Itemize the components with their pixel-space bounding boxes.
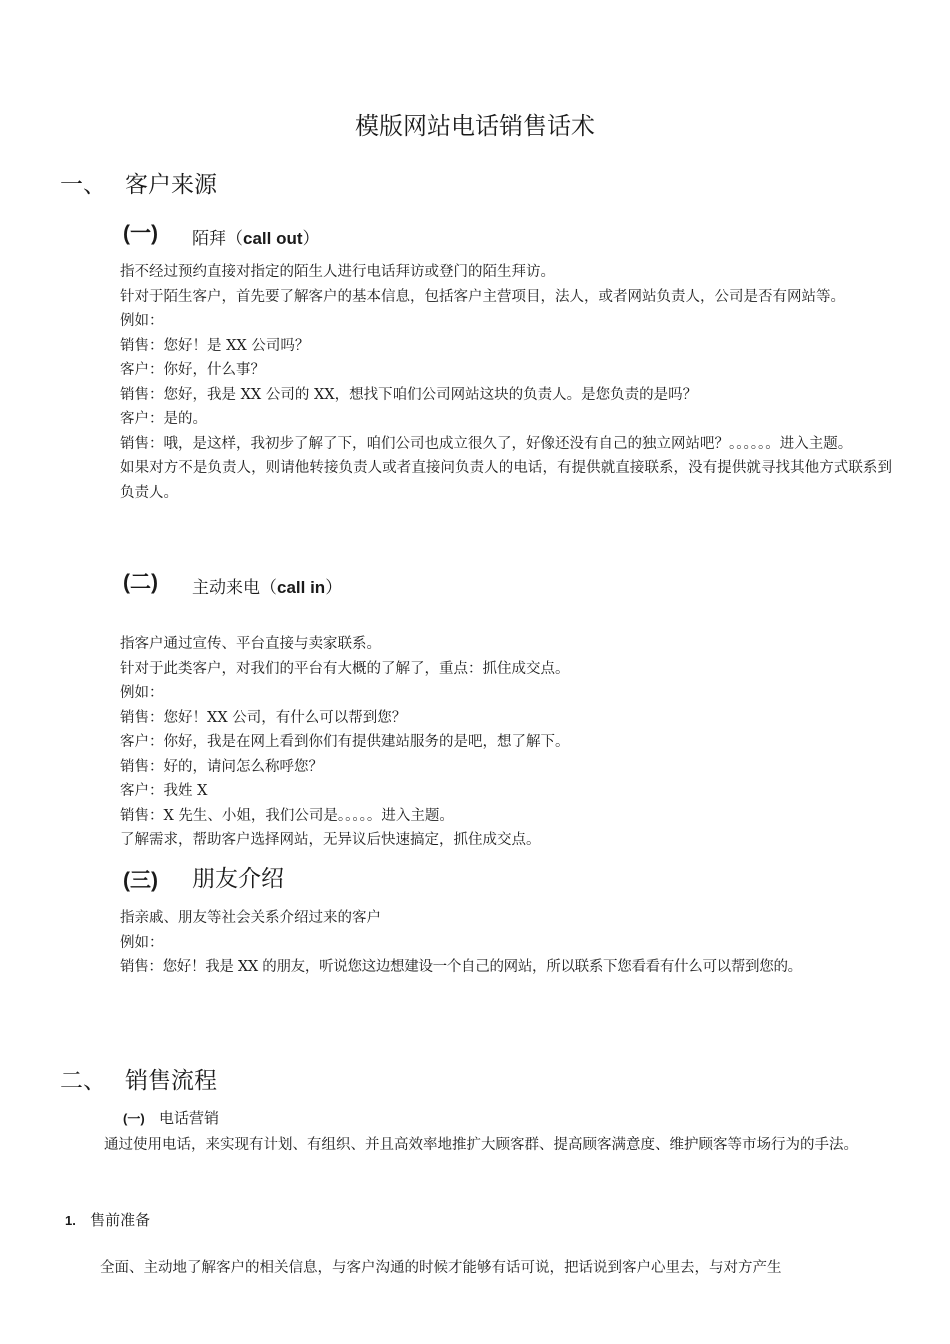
paragraph: 客户：你好，我是在网上看到你们有提供建站服务的是吧，想了解下。 <box>120 734 570 750</box>
paragraph: 销售：您好！XX 公司，有什么可以帮到您？ <box>120 709 407 726</box>
paragraph: 针对于此类客户，对我们的平台有大概的了解了，重点：抓住成交点。 <box>120 660 570 677</box>
paragraph: 销售：您好，我是 XX 公司的 XX，想找下咱们公司网站这块的负责人。是您负责的是吗？ <box>120 386 698 403</box>
subsection-1-3-title: 朋友介绍 <box>192 866 284 892</box>
paragraph: 例如： <box>120 685 164 701</box>
subsection-1-3-number: (三) <box>123 869 158 892</box>
paragraph: 指不经过预约直接对指定的陌生人进行电话拜访或登门的陌生拜访。 <box>120 264 555 280</box>
subsection-1-1-body <box>120 260 892 505</box>
item-1-heading <box>65 1209 150 1230</box>
section-1-title: 客户来源 <box>125 172 217 198</box>
paragraph: 指客户通过宣传、平台直接与卖家联系。 <box>120 636 381 652</box>
paragraph: 指亲戚、朋友等社会关系介绍过来的客户 <box>120 910 381 926</box>
paragraph: 针对于陌生客户，首先要了解客户的基本信息，包括客户主营项目，法人，或者网站负责人，公司是否有网站等。 <box>120 288 845 305</box>
subsection-1-3-body <box>120 906 900 980</box>
subsection-1-2-number: (二) <box>123 571 158 594</box>
paragraph: 了解需求，帮助客户选择网站，无异议后快速搞定，抓住成交点。 <box>120 832 541 848</box>
paragraph: 客户：是的。 <box>120 411 207 427</box>
item-1-title: 售前准备 <box>90 1211 151 1229</box>
page-title: 模版网站电话销售话术 <box>355 112 595 140</box>
paragraph: 销售：您好！是 XX 公司吗？ <box>120 337 310 354</box>
paragraph: 销售：好的，请问怎么称呼您？ <box>120 758 323 775</box>
section-2-number: 二、 <box>60 1068 106 1094</box>
item-1-body: 全面、主动地了解客户的相关信息，与客户沟通的时候才能够有话可说，把话说到客户心里去，与对方产生 <box>100 1260 782 1276</box>
subsection-2-1-heading <box>123 1107 219 1128</box>
paragraph: 如果对方不是负责人，则请他转接负责人或者直接问负责人的电话，有提供就直接联系，没有提供就寻找其他方式联系到负责人。 <box>120 460 892 501</box>
subsection-2-1-body: 通过使用电话，来实现有计划、有组织、并且高效率地推扩大顾客群、提高顾客满意度、维护顾客等市场行为的手法。 <box>104 1137 858 1153</box>
subsection-1-1-number: (一) <box>123 222 158 245</box>
subsection-1-2-title: 主动来电（call in） <box>192 578 343 598</box>
paragraph: 客户：我姓 X <box>120 783 208 799</box>
paragraph: 客户：你好，什么事？ <box>120 362 265 378</box>
item-1-number: 1. <box>65 1213 76 1228</box>
paragraph: 销售：哦，是这样，我初步了解了下，咱们公司也成立很久了，好像还没有自己的独立网站吧？。。。。。。进入主题。 <box>120 435 853 452</box>
section-1-number: 一、 <box>60 172 106 198</box>
subsection-1-1-title: 陌拜（call out） <box>192 229 320 249</box>
paragraph: 例如： <box>120 313 164 329</box>
paragraph: 销售：您好！我是 XX 的朋友，听说您这边想建设一个自己的网站，所以联系下您看看有什么可以帮到您的。 <box>120 959 802 975</box>
subsection-2-1-number: (一) <box>123 1111 145 1126</box>
paragraph: 例如： <box>120 934 164 951</box>
subsection-1-2-body <box>120 632 892 853</box>
paragraph: 销售：X 先生、小姐，我们公司是。。。。。进入主题。 <box>120 807 454 824</box>
section-2-title: 销售流程 <box>125 1068 217 1094</box>
subsection-2-1-title: 电话营销 <box>158 1109 219 1127</box>
